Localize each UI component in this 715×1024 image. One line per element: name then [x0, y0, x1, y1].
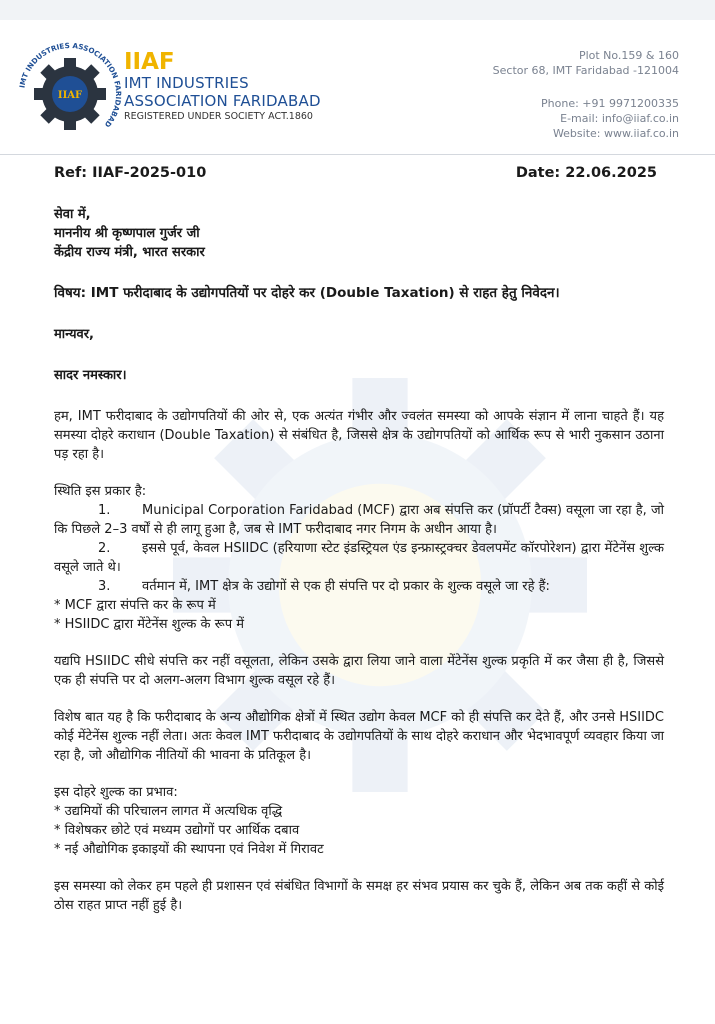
list-number: 3.	[98, 579, 111, 594]
address-line1: Plot No.159 & 160	[578, 49, 679, 62]
recipient-block	[54, 205, 664, 262]
recipient-line2: माननीय श्री कृष्णपाल गुर्जर जी	[54, 226, 200, 241]
list-item	[54, 577, 664, 596]
brand-name-line2: ASSOCIATION FARIDABAD	[124, 92, 321, 110]
logo-center-text: IIAF	[57, 90, 83, 101]
hsiidc-paragraph: यद्यपि HSIIDC सीधे संपत्ति कर नहीं वसूलता, लेकिन उसके द्वारा लिया जाने वाला मेंटेनेंस शुल्क प्रकृति में कर जैसा ही है, जिससे एक ही संपत्ति पर दो अलग-अलग विभाग शुल्क वसूल रहे हैं।	[54, 654, 664, 688]
intro-paragraph: हम, IMT फरीदाबाद के उद्योगपतियों की ओर से, एक अत्यंत गंभीर और ज्वलंत समस्या को आपके संज्ञान में लाना चाहते हैं। यह समस्या दोहरे कराधान (Double Taxation) से संबंधित है, जिससे क्षेत्र के उद्योगपतियों को आर्थिक रूप से भारी नुकसान उठाना पड़ रहा है।	[54, 409, 664, 462]
impact-item: * नई औद्योगिक इकाइयों की स्थापना एवं निवेश में गिरावट	[54, 842, 324, 857]
iiaf-gear-logo	[16, 40, 124, 148]
impact-item: * विशेषकर छोटे एवं मध्यम उद्योगों पर आर्थिक दबाव	[54, 823, 300, 838]
charge-item: * MCF द्वारा संपत्ति कर के रूप में	[54, 598, 216, 613]
situation-section	[54, 482, 664, 634]
salutation: मान्यवर,	[54, 327, 94, 342]
top-strip	[0, 0, 715, 20]
brand-registration: REGISTERED UNDER SOCIETY ACT.1860	[124, 111, 313, 122]
email: E-mail: info@iiaf.co.in	[560, 112, 679, 125]
closing-paragraph: इस समस्या को लेकर हम पहले ही प्रशासन एवं संबंधित विभागों के समक्ष हर संभव प्रयास कर चुके हैं, लेकिन अब तक कहीं से कोई ठोस राहत प्राप्त नहीं हुई है।	[54, 879, 664, 913]
list-number: 2.	[98, 541, 111, 556]
impact-section	[54, 783, 664, 859]
list-number: 1.	[98, 503, 111, 518]
list-text: वर्तमान में, IMT क्षेत्र के उद्योगों से एक ही संपत्ति पर दो प्रकार के शुल्क वसूले जा रहे हैं:	[142, 579, 550, 594]
charge-item: * HSIIDC द्वारा मेंटेनेंस शुल्क के रूप में	[54, 617, 244, 632]
address-line2: Sector 68, IMT Faridabad -121004	[492, 64, 679, 77]
phone: Phone: +91 9971200335	[541, 97, 679, 110]
subject-line: विषय: IMT फरीदाबाद के उद्योगपतियों पर दोहरे कर (Double Taxation) से राहत हेतु निवेदन।	[54, 285, 560, 301]
brand-name-line1: IMT INDUSTRIES	[124, 74, 249, 92]
situation-heading: स्थिति इस प्रकार है:	[54, 484, 147, 499]
letter-date: Date: 22.06.2025	[515, 165, 657, 181]
brand-block	[124, 50, 321, 124]
greeting: सादर नमस्कार।	[54, 368, 127, 383]
contact-block	[493, 48, 679, 141]
impact-heading: इस दोहरे शुल्क का प्रभाव:	[54, 785, 178, 800]
brand-short-name: IIAF	[124, 49, 175, 75]
list-text: Municipal Corporation Faridabad (MCF) द्वारा अब संपत्ति कर (प्रॉपर्टी टैक्स) वसूला जा रहा है, जो कि पिछले 2–3 वर्षों से ही लागू हुआ है, जब से IMT फरीदाबाद नगर निगम के अधीन आया है।	[54, 503, 664, 537]
list-item	[54, 539, 664, 577]
list-item	[54, 501, 664, 539]
header-divider	[0, 154, 715, 155]
reference-number: Ref: IIAF-2025-010	[54, 165, 207, 181]
recipient-line1: सेवा में,	[54, 207, 91, 222]
recipient-line3: केंद्रीय राज्य मंत्री, भारत सरकार	[54, 245, 205, 260]
special-paragraph: विशेष बात यह है कि फरीदाबाद के अन्य औद्योगिक क्षेत्रों में स्थित उद्योग केवल MCF को ही संपत्ति कर देते हैं, और उनसे HSIIDC कोई मेंटेनेंस शुल्क नहीं लेता। अतः केवल IMT फरीदाबाद के उद्योगपतियों के साथ दोहरे कराधान और भेदभावपूर्ण व्यवहार किया जा रहा है, जो औद्योगिक नीतियों की भावना के प्रतिकूल है।	[54, 710, 664, 763]
letter-body	[54, 205, 664, 933]
impact-item: * उद्यमियों की परिचालन लागत में अत्यधिक वृद्धि	[54, 804, 283, 819]
website: Website: www.iiaf.co.in	[552, 127, 679, 140]
list-text: इससे पूर्व, केवल HSIIDC (हरियाणा स्टेट इंडस्ट्रियल एंड इन्फ्रास्ट्रक्चर डेवलपमेंट कॉरपोरेशन) द्वारा मेंटेनेंस शुल्क वसूले जाते थे।	[54, 541, 664, 575]
logo-ring-text: IMT INDUSTRIES ASSOCIATION FARIDABAD	[17, 40, 124, 130]
